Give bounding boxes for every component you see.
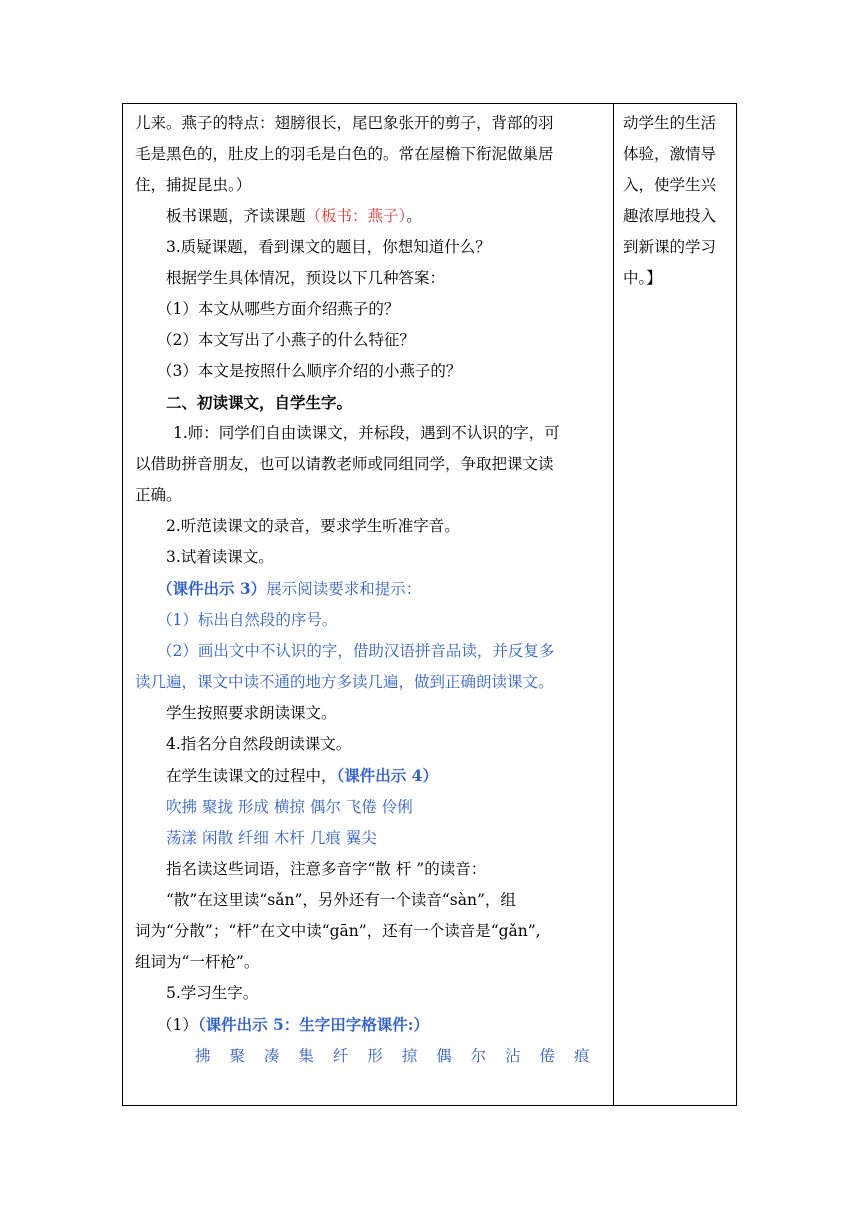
requirement-1: （1）标出自然段的序号。	[157, 611, 338, 629]
courseware-4-prefix: 在学生读课文的过程中，	[166, 767, 337, 785]
step5-1-prefix: （1）	[157, 1016, 198, 1034]
intro-line-1: 儿来。燕子的特点：翅膀很长，尾巴象张开的剪子，背部的羽	[135, 114, 554, 132]
answer-item: （2）本文写出了小燕子的什么特征？	[157, 331, 415, 349]
new-characters-row	[135, 1041, 603, 1072]
intent-line: 入，使学生兴	[623, 176, 717, 194]
step1-line-3: 正确。	[135, 486, 182, 504]
vocab-word: 聚拢	[201, 798, 233, 816]
board-suffix: 。	[406, 207, 422, 225]
new-character: 倦	[539, 1047, 560, 1065]
vocab-word: 横掠	[273, 798, 305, 816]
vocab-row-1	[135, 792, 603, 823]
intro-line-2: 毛是黑色的，肚皮上的羽毛是白色的。常在屋檐下衔泥做巢居	[135, 145, 554, 163]
vocab-word: 形成	[237, 798, 269, 816]
step2: 2.听范读课文的录音，要求学生听准字音。	[166, 517, 460, 535]
new-character: 凑	[263, 1047, 284, 1065]
board-prefix: 板书课题，齐读课题	[166, 207, 306, 225]
courseware-4-line	[135, 760, 603, 792]
step5-1-line	[135, 1009, 603, 1041]
new-character: 偶	[436, 1047, 456, 1065]
courseware-3-label: （课件出示 3）	[157, 579, 267, 598]
new-character: 拂	[195, 1047, 215, 1065]
intent-line: 体验，激情导	[623, 145, 717, 163]
lesson-plan-table	[122, 103, 737, 1106]
requirement-2-line-2: 读几遍，课文中读不通的地方多读几遍，做到正确朗读课文。	[135, 673, 554, 691]
vocab-word: 荡漾	[166, 829, 198, 847]
step4: 4.指名分自然段朗读课文。	[166, 735, 352, 753]
polyphone-line-1: “散”在这里读“sǎn”，另外还有一个读音“sàn”，组	[166, 891, 516, 909]
vocab-word: 吹拂	[166, 798, 198, 816]
question-step: 3.质疑课题，看到课文的题目，你想知道什么？	[166, 238, 491, 256]
section-heading: 二、初读课文，自学生字。	[166, 393, 353, 412]
vocab-word: 木杆	[273, 829, 305, 847]
vocab-word: 偶尔	[309, 798, 341, 816]
intro-line-3: 住，捕捉昆虫。）	[135, 176, 252, 194]
courseware-4-label: （课件出示 4）	[336, 766, 438, 785]
polyphone-line-2: 词为“分散”；“杆”在文中读“gān”，还有一个读音是“gǎn”,	[135, 922, 541, 940]
vocab-row-2	[135, 823, 603, 854]
polyphone-intro: 指名读这些词语，注意多音字“散 杆 ”的读音：	[166, 860, 487, 878]
new-character: 沾	[505, 1047, 525, 1065]
intent-line: 趣浓厚地投入	[623, 207, 717, 225]
step5: 5.学习生字。	[166, 984, 259, 1002]
vocab-word: 闲散	[201, 829, 233, 847]
vocab-word: 伶俐	[381, 798, 413, 816]
board-note: （板书：燕子）	[305, 207, 407, 225]
students-read: 学生按照要求朗读课文。	[166, 704, 337, 722]
new-character: 痕	[573, 1047, 594, 1065]
requirement-2-line-1: （2）画出文中不认识的字，借助汉语拼音品读，并反复多	[157, 642, 555, 660]
board-title-line	[135, 201, 603, 232]
courseware-5-label: （课件出示 5：生字田字格课件:）	[197, 1015, 430, 1034]
intent-line: 动学生的生活	[623, 114, 717, 132]
courseware-3-text: 展示阅读要求和提示：	[266, 580, 422, 598]
new-character: 尔	[470, 1047, 491, 1065]
intent-line: 中。】	[623, 269, 662, 287]
new-character: 集	[298, 1047, 318, 1065]
answer-item: （3）本文是按照什么顺序介绍的小燕子的？	[157, 362, 462, 380]
vocab-word: 飞倦	[345, 798, 377, 816]
vocab-word: 几痕	[309, 829, 341, 847]
vocab-word: 纤细	[237, 829, 269, 847]
new-character: 形	[367, 1047, 387, 1065]
new-character: 掠	[401, 1047, 422, 1065]
courseware-3-line	[135, 573, 603, 605]
answer-item: （1）本文从哪些方面介绍燕子的？	[157, 300, 400, 318]
step1-line-2: 以借助拼音朋友，也可以请教老师或同组同学，争取把课文读	[135, 455, 554, 473]
polyphone-line-3: 组词为“一杆枪”。	[135, 953, 260, 971]
intent-line: 到新课的学习	[623, 238, 717, 256]
teaching-process-column	[123, 104, 613, 1105]
new-character: 纤	[332, 1047, 353, 1065]
step3: 3.试着读课文。	[166, 548, 274, 566]
step1-line-1: 1.师：同学们自由读课文，并标段，遇到不认识的字，可	[173, 424, 560, 442]
vocab-word: 翼尖	[345, 829, 377, 847]
design-intent-column	[614, 104, 737, 294]
answers-intro: 根据学生具体情况，预设以下几种答案：	[166, 269, 446, 287]
new-character: 聚	[229, 1047, 249, 1065]
